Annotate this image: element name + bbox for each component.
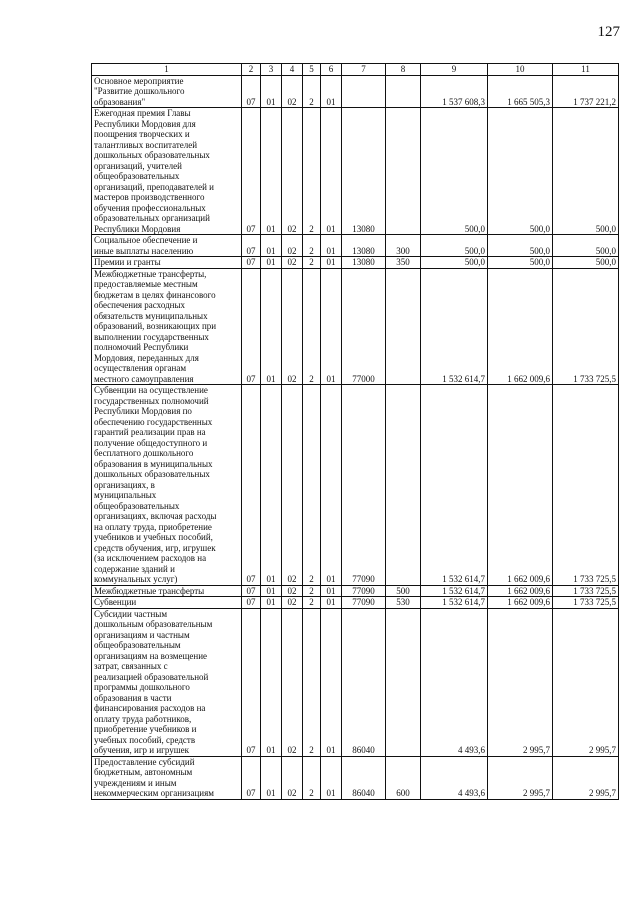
- code-cell: 350: [386, 257, 421, 269]
- expense-name: Субсидии частным дошкольным образовательным организациям и частным общеобразовательным организациям на возмещение затрат, связанных с реализацией образовательной программы дошкольного образования в части финансирования расходов на оплату труда работников, приобретение учебников и учебных пособий, средств обучения, игр и игрушек: [92, 608, 242, 756]
- amount-cell: 1 662 009,6: [488, 585, 553, 597]
- code-cell: 2: [303, 257, 321, 269]
- code-cell: 77090: [342, 385, 386, 586]
- code-cell: 01: [321, 108, 342, 235]
- code-cell: 01: [321, 235, 342, 257]
- budget-table: [91, 63, 619, 800]
- table-row: [92, 585, 619, 597]
- code-cell: 01: [321, 756, 342, 799]
- header-row: [92, 64, 619, 76]
- table-row: [92, 608, 619, 756]
- table-row: [92, 756, 619, 799]
- code-cell: 07: [242, 597, 261, 609]
- code-cell: 2: [303, 108, 321, 235]
- table-row: [92, 235, 619, 257]
- amount-cell: 1 532 614,7: [421, 268, 488, 385]
- code-cell: 01: [261, 608, 282, 756]
- code-cell: 01: [261, 585, 282, 597]
- code-cell: [386, 108, 421, 235]
- code-cell: 01: [261, 756, 282, 799]
- code-cell: 2: [303, 756, 321, 799]
- code-cell: 01: [261, 235, 282, 257]
- expense-name: Премии и гранты: [92, 257, 242, 269]
- code-cell: 02: [282, 597, 303, 609]
- amount-cell: 500,0: [553, 257, 619, 269]
- amount-cell: 1 733 725,5: [553, 597, 619, 609]
- header-cell: 6: [321, 64, 342, 76]
- header-cell: 1: [92, 64, 242, 76]
- code-cell: 01: [321, 608, 342, 756]
- code-cell: 02: [282, 385, 303, 586]
- amount-cell: 2 995,7: [488, 756, 553, 799]
- code-cell: 01: [321, 597, 342, 609]
- code-cell: 01: [261, 75, 282, 108]
- code-cell: [342, 75, 386, 108]
- amount-cell: 1 733 725,5: [553, 268, 619, 385]
- code-cell: 02: [282, 268, 303, 385]
- code-cell: 07: [242, 235, 261, 257]
- code-cell: 02: [282, 108, 303, 235]
- code-cell: 01: [261, 385, 282, 586]
- code-cell: 07: [242, 608, 261, 756]
- code-cell: 01: [321, 75, 342, 108]
- code-cell: 77090: [342, 597, 386, 609]
- amount-cell: 2 995,7: [488, 608, 553, 756]
- amount-cell: 1 532 614,7: [421, 585, 488, 597]
- code-cell: 600: [386, 756, 421, 799]
- amount-cell: 1 537 608,3: [421, 75, 488, 108]
- code-cell: 2: [303, 597, 321, 609]
- amount-cell: 2 995,7: [553, 756, 619, 799]
- code-cell: 01: [321, 585, 342, 597]
- code-cell: 13080: [342, 257, 386, 269]
- header-cell: 4: [282, 64, 303, 76]
- code-cell: 07: [242, 385, 261, 586]
- amount-cell: 1 665 505,3: [488, 75, 553, 108]
- expense-name: Субвенции: [92, 597, 242, 609]
- code-cell: [386, 268, 421, 385]
- table-row: [92, 597, 619, 609]
- code-cell: 500: [386, 585, 421, 597]
- code-cell: 02: [282, 756, 303, 799]
- code-cell: 01: [321, 385, 342, 586]
- code-cell: 13080: [342, 235, 386, 257]
- code-cell: 01: [321, 268, 342, 385]
- amount-cell: 500,0: [488, 108, 553, 235]
- amount-cell: 1 532 614,7: [421, 385, 488, 586]
- amount-cell: 500,0: [421, 257, 488, 269]
- code-cell: 01: [321, 257, 342, 269]
- code-cell: 02: [282, 75, 303, 108]
- header-cell: 9: [421, 64, 488, 76]
- code-cell: 13080: [342, 108, 386, 235]
- code-cell: [386, 385, 421, 586]
- code-cell: 01: [261, 597, 282, 609]
- amount-cell: 1 733 725,5: [553, 385, 619, 586]
- code-cell: 02: [282, 257, 303, 269]
- amount-cell: 2 995,7: [553, 608, 619, 756]
- code-cell: 01: [261, 268, 282, 385]
- amount-cell: 1 532 614,7: [421, 597, 488, 609]
- code-cell: 2: [303, 75, 321, 108]
- code-cell: 2: [303, 235, 321, 257]
- table-row: [92, 385, 619, 586]
- code-cell: 2: [303, 268, 321, 385]
- code-cell: 02: [282, 235, 303, 257]
- code-cell: 07: [242, 268, 261, 385]
- amount-cell: 500,0: [488, 235, 553, 257]
- code-cell: [386, 75, 421, 108]
- code-cell: 300: [386, 235, 421, 257]
- code-cell: 86040: [342, 756, 386, 799]
- amount-cell: 500,0: [421, 108, 488, 235]
- expense-name: Основное мероприятие "Развитие дошкольного образования": [92, 75, 242, 108]
- amount-cell: 1 733 725,5: [553, 585, 619, 597]
- code-cell: 07: [242, 585, 261, 597]
- amount-cell: 500,0: [421, 235, 488, 257]
- table-row: [92, 268, 619, 385]
- code-cell: 02: [282, 585, 303, 597]
- header-cell: 3: [261, 64, 282, 76]
- code-cell: 02: [282, 608, 303, 756]
- header-cell: 7: [342, 64, 386, 76]
- code-cell: [386, 608, 421, 756]
- table-row: [92, 75, 619, 108]
- code-cell: 07: [242, 108, 261, 235]
- expense-name: Социальное обеспечение и иные выплаты населению: [92, 235, 242, 257]
- table-row: [92, 108, 619, 235]
- header-cell: 8: [386, 64, 421, 76]
- code-cell: 2: [303, 585, 321, 597]
- amount-cell: 1 662 009,6: [488, 597, 553, 609]
- amount-cell: 4 493,6: [421, 608, 488, 756]
- amount-cell: 500,0: [553, 108, 619, 235]
- table-row: [92, 257, 619, 269]
- amount-cell: 1 737 221,2: [553, 75, 619, 108]
- code-cell: 77090: [342, 585, 386, 597]
- expense-name: Предоставление субсидий бюджетным, автономным учреждениям и иным некоммерческим организациям: [92, 756, 242, 799]
- amount-cell: 1 662 009,6: [488, 268, 553, 385]
- code-cell: 07: [242, 75, 261, 108]
- amount-cell: 4 493,6: [421, 756, 488, 799]
- code-cell: 2: [303, 608, 321, 756]
- code-cell: 2: [303, 385, 321, 586]
- code-cell: 07: [242, 257, 261, 269]
- amount-cell: 1 662 009,6: [488, 385, 553, 586]
- header-cell: 2: [242, 64, 261, 76]
- code-cell: 01: [261, 257, 282, 269]
- expense-name: Межбюджетные трансферты: [92, 585, 242, 597]
- expense-name: Субвенции на осуществление государственных полномочий Республики Мордовия по обеспечению государственных гарантий реализации прав на получение общедоступного и бесплатного дошкольного образования в муниципальных дошкольных образовательных организациях, в муниципальных общеобразовательных организациях, включая расходы на оплату труда, приобретение учебников и учебных пособий, средств обучения, игр, игрушек (за исключением расходов на содержание зданий и коммунальных услуг): [92, 385, 242, 586]
- header-cell: 5: [303, 64, 321, 76]
- code-cell: 530: [386, 597, 421, 609]
- header-cell: 10: [488, 64, 553, 76]
- header-cell: 11: [553, 64, 619, 76]
- amount-cell: 500,0: [488, 257, 553, 269]
- code-cell: 86040: [342, 608, 386, 756]
- expense-name: Ежегодная премия Главы Республики Мордовия для поощрения творческих и талантливых воспитателей дошкольных образовательных организаций, учителей общеобразовательных организаций, преподавателей и мастеров производственного обучения профессиональных образовательных организаций Республики Мордовия: [92, 108, 242, 235]
- code-cell: 07: [242, 756, 261, 799]
- amount-cell: 500,0: [553, 235, 619, 257]
- page-number: 127: [597, 24, 620, 40]
- code-cell: 77000: [342, 268, 386, 385]
- expense-name: Межбюджетные трансферты, предоставляемые местным бюджетам в целях финансового обеспечения расходных обязательств муниципальных образований, возникающих при выполнении государственных полномочий Республики Мордовия, переданных для осуществления органам местного самоуправления: [92, 268, 242, 385]
- code-cell: 01: [261, 108, 282, 235]
